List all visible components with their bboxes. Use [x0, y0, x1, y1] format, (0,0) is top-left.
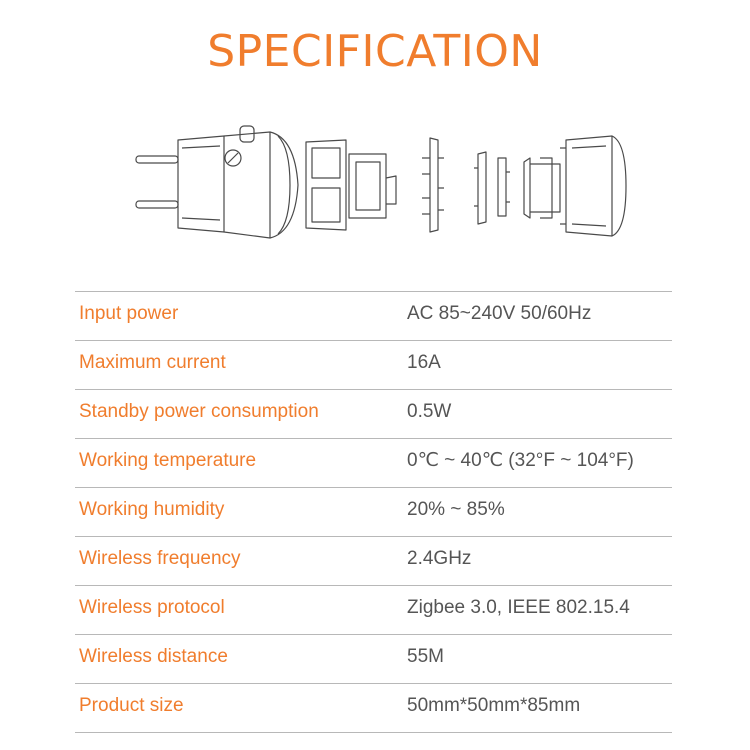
spec-value: 50mm*50mm*85mm — [407, 695, 581, 716]
spec-row — [75, 340, 672, 389]
page-title: SPECIFICATION — [207, 26, 543, 77]
spec-value: 20% ~ 85% — [407, 499, 505, 520]
spec-row — [75, 389, 672, 438]
spec-label: Maximum current — [79, 352, 226, 373]
spec-row — [75, 487, 672, 536]
relay-clip-left-icon — [474, 152, 486, 224]
spec-value: AC 85~240V 50/60Hz — [407, 303, 592, 324]
spec-value: 2.4GHz — [407, 548, 472, 569]
spec-label: Wireless distance — [79, 646, 228, 667]
inner-module-icon — [306, 140, 396, 230]
spec-row — [75, 438, 672, 487]
spec-row — [75, 291, 672, 340]
circuit-board-icon — [422, 138, 444, 232]
spec-value: 0℃ ~ 40℃ (32°F ~ 104°F) — [407, 450, 634, 471]
spec-row — [75, 683, 672, 733]
spec-value: 0.5W — [407, 401, 452, 422]
spec-row — [75, 585, 672, 634]
plug-pin-bottom-icon — [136, 201, 178, 208]
spec-label: Working temperature — [79, 450, 257, 471]
plug-body-icon — [178, 126, 298, 238]
spec-value: 16A — [407, 352, 441, 373]
spec-row — [75, 634, 672, 683]
spec-label: Wireless protocol — [79, 597, 225, 618]
spec-value: Zigbee 3.0, IEEE 802.15.4 — [407, 597, 630, 618]
exploded-smart-plug-diagram-icon — [120, 118, 630, 253]
socket-front-icon — [524, 136, 626, 236]
spec-label: Wireless frequency — [79, 548, 241, 569]
spec-table — [75, 291, 672, 733]
spec-label: Standby power consumption — [79, 401, 319, 422]
spec-row — [75, 536, 672, 585]
spec-value: 55M — [407, 646, 444, 667]
spec-label: Product size — [79, 695, 184, 716]
spec-label: Input power — [79, 303, 179, 324]
spec-label: Working humidity — [79, 499, 225, 520]
relay-clip-right-icon — [498, 158, 510, 216]
plug-pin-top-icon — [136, 156, 178, 163]
